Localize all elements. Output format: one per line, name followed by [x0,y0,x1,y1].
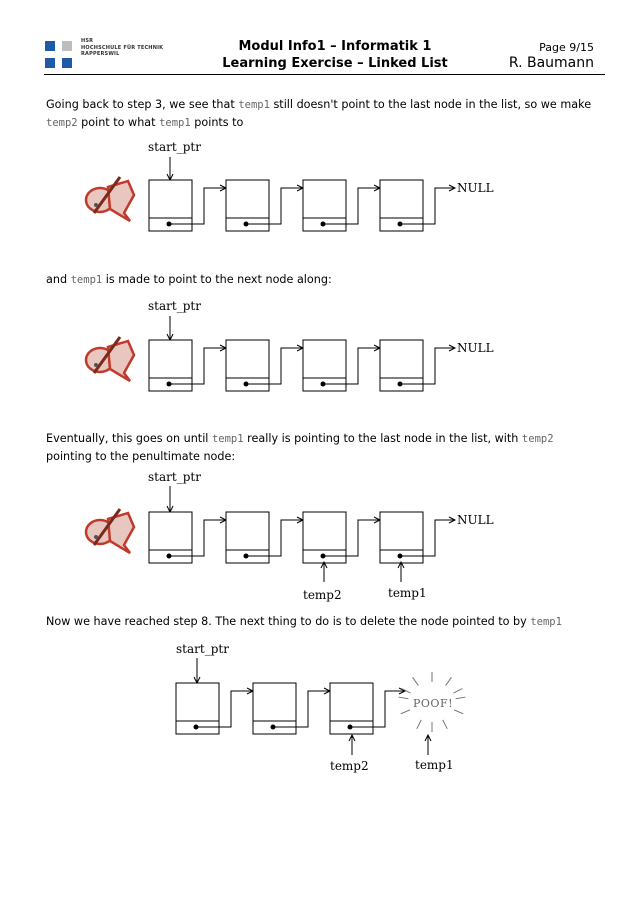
linked-list-diagram-2 [0,296,638,406]
logo-square [62,58,72,68]
node-group [86,486,494,582]
poof-ray [456,697,466,699]
poof-label: POOF! [413,697,453,710]
node-group [86,316,494,391]
exercise-title: Learning Exercise – Linked List [222,56,448,71]
logo-square [62,41,72,51]
temp2-label: temp2 [330,759,369,773]
temp1-label: temp1 [415,758,454,772]
poof-ray [454,710,463,714]
pencil-icon [86,177,134,221]
paragraph-next-node: and temp1 is made to point to the next node along: [46,273,332,286]
poof-ray [417,720,421,729]
linked-list-diagram-1 [0,135,638,245]
start-ptr-label: start_ptr [148,470,201,484]
null-label: NULL [457,181,494,195]
poof-ray [401,710,410,714]
start-ptr-label: start_ptr [148,299,201,313]
poof-ray [398,697,408,699]
poof-ray [446,677,452,685]
pencil-icon [86,337,134,381]
linked-list-diagram-3 [0,470,638,605]
paragraph-eventually: Eventually, this goes on until temp1 really is pointing to the last node in the list, with temp2 pointing to the penultimate node: [46,432,554,463]
author: R. Baumann [508,55,594,71]
node-group [86,157,494,231]
page-number: Page 9/15 [539,41,594,54]
pencil-icon-dot [94,535,98,539]
linked-list-diagram-4 [0,640,638,780]
start-ptr-label: start_ptr [176,642,229,656]
institution-name: HSR HOCHSCHULE FÜR TECHNIK RAPPERSWIL [81,38,164,57]
temp1-label: temp1 [388,586,427,600]
null-label: NULL [457,341,494,355]
module-title: Modul Info1 – Informatik 1 [238,39,432,54]
pencil-icon-dot [94,203,98,207]
poof-ray [443,720,447,729]
pencil-icon [86,509,134,553]
poof-ray [413,677,419,685]
header-rule [44,74,605,75]
logo-square [45,58,55,68]
logo-square [45,41,55,51]
paragraph-step8: Now we have reached step 8. The next thing to do is to delete the node pointed to by temp1 [46,615,562,628]
start-ptr-label: start_ptr [148,140,201,154]
poof-ray [453,689,462,693]
temp2-label: temp2 [303,588,342,602]
paragraph-step3: Going back to step 3, we see that temp1 still doesn't point to the last node in the list, so we make temp2 point to what temp1 points to [46,98,592,129]
pencil-icon-dot [94,363,98,367]
hsr-logo [45,38,175,70]
null-label: NULL [457,513,494,527]
